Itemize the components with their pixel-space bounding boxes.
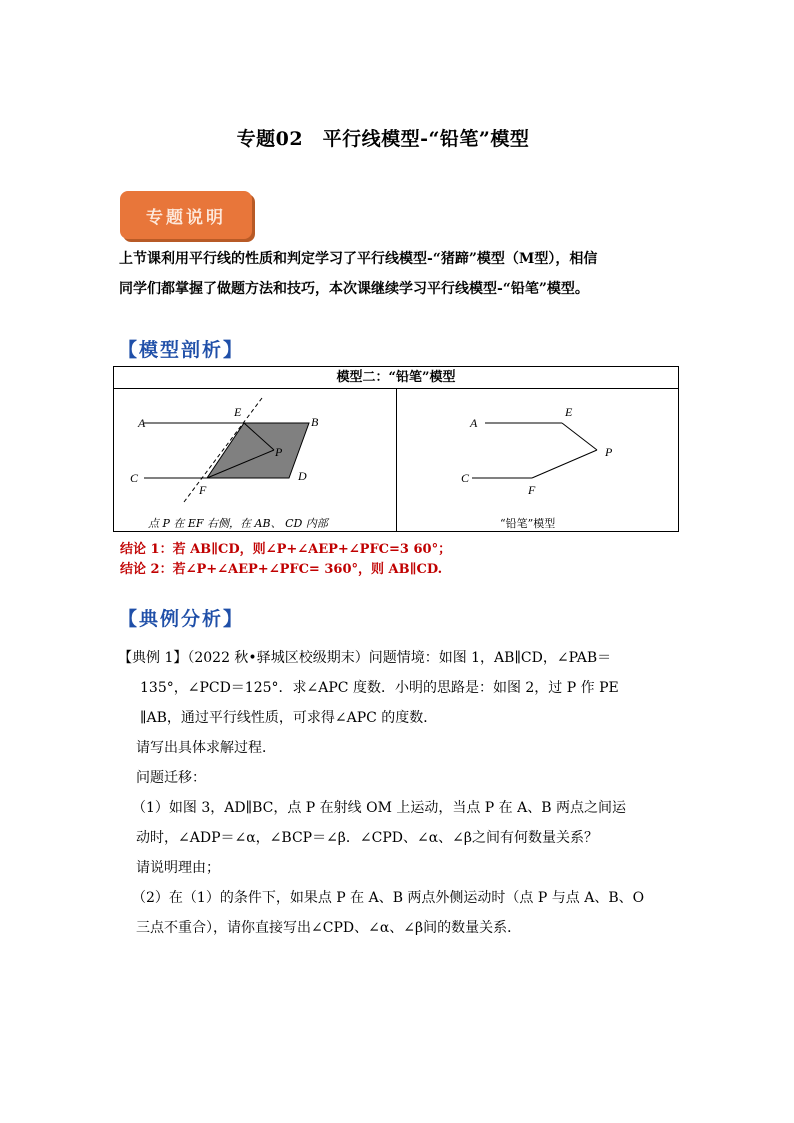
model-table-header: 模型二：“铅笔”模型 <box>114 367 678 389</box>
label-b: B <box>311 415 319 429</box>
example-line-6: （1）如图 3，AD∥BC，点 P 在射线 OM 上运动，当点 P 在 A、B 两点之间运 <box>132 800 626 816</box>
example-line-4: 请写出具体求解过程． <box>136 740 276 756</box>
page-title: 专题02 平行线模型-“铅笔”模型 <box>236 128 530 150</box>
label-p: P <box>605 445 613 459</box>
topic-description-badge: 专题说明 <box>120 191 252 239</box>
label-p: P <box>275 445 283 459</box>
label-a: A <box>138 416 146 430</box>
example-line-3: ∥AB，通过平行线性质，可求得∠APC 的度数． <box>140 710 438 726</box>
section-heading-example-analysis: 【典例分析】 <box>118 608 245 630</box>
conclusion-2: 结论 2：若∠P+∠AEP+∠PFC= 360°，则 AB∥CD. <box>120 562 443 577</box>
label-d: D <box>298 469 307 483</box>
section-heading-model-analysis: 【模型剖析】 <box>118 339 245 361</box>
example-line-7: 动时，∠ADP＝∠α，∠BCP＝∠β．∠CPD、∠α、∠β之间有何数量关系？ <box>136 830 598 846</box>
left-model-figure <box>114 388 395 530</box>
label-f: F <box>528 483 536 497</box>
label-a: A <box>470 416 478 430</box>
label-c: C <box>130 471 139 485</box>
intro-line-2: 同学们都掌握了做题方法和技巧，本次课继续学习平行线模型-“铅笔”模型。 <box>119 281 589 297</box>
label-c: C <box>461 471 470 485</box>
example-line-8: 请说明理由； <box>136 860 220 876</box>
intro-paragraph <box>119 244 689 304</box>
intro-line-1: 上节课利用平行线的性质和判定学习了平行线模型-“猪蹄”模型（M型），相信 <box>119 251 598 267</box>
example-line-1: 【典例 1】（2022 秋•驿城区校级期末）问题情境：如图 1，AB∥CD，∠PAB＝ <box>118 650 612 666</box>
left-figure-caption: 点 P 在 EF 右侧，在 AB、 CD 内部 <box>148 517 328 530</box>
label-e: E <box>234 405 242 419</box>
conclusion-1: 结论 1：若 AB∥CD，则∠P+∠AEP+∠PFC=3 60°； <box>120 542 452 557</box>
right-model-figure <box>397 388 678 530</box>
example-line-10: 三点不重合），请你直接写出∠CPD、∠α、∠β间的数量关系． <box>136 920 522 936</box>
label-e: E <box>565 405 573 419</box>
example-line-5: 问题迁移： <box>136 770 206 786</box>
example-problem <box>118 643 708 943</box>
segment-ep <box>562 423 597 450</box>
example-line-2: 135°，∠PCD＝125°．求∠APC 度数．小明的思路是：如图 2，过 P 作 PE <box>140 680 619 696</box>
right-figure-caption: “铅笔”模型 <box>500 517 556 530</box>
example-line-9: （2）在（1）的条件下，如果点 P 在 A、B 两点外侧运动时（点 P 与点 A、B、O <box>132 890 645 906</box>
segment-pf <box>532 450 597 478</box>
label-f: F <box>199 483 207 497</box>
